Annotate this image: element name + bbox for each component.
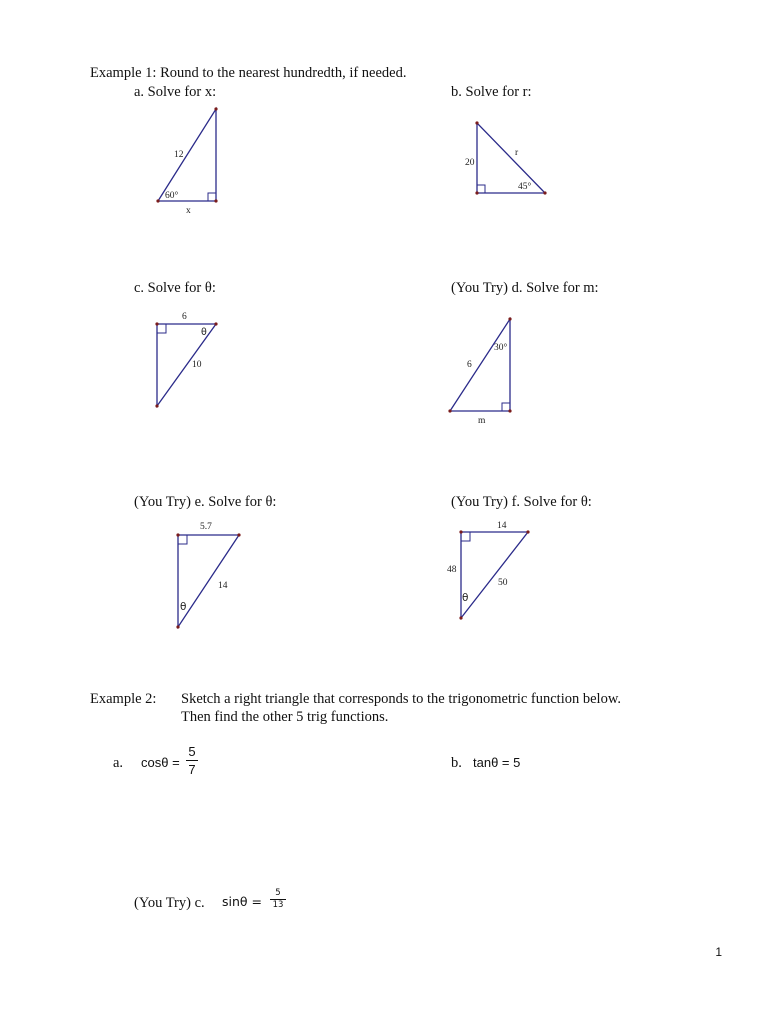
- problem-2b-label: b.: [451, 755, 462, 771]
- triangle-d: [440, 312, 530, 432]
- label-a-angle: 60°: [165, 191, 179, 201]
- triangle-e: [166, 516, 256, 636]
- problem-a-title: a. Solve for x:: [134, 84, 217, 100]
- triangle-a: [148, 100, 238, 220]
- label-b-hyp: r: [515, 148, 519, 158]
- label-d-angle: 30°: [494, 343, 508, 353]
- label-f-hyp: 50: [498, 578, 508, 588]
- label-e-angle: θ: [180, 601, 187, 613]
- label-e-top: 5.7: [200, 522, 212, 532]
- label-b-leg: 20: [465, 158, 475, 168]
- triangle-b: [458, 115, 558, 205]
- label-f-angle: θ: [462, 592, 469, 604]
- page-number: 1: [715, 945, 722, 959]
- fraction-2c-numerator: 5: [275, 888, 281, 898]
- label-c-hyp: 10: [192, 360, 202, 370]
- problem-2c-function: sinθ =: [222, 894, 263, 909]
- label-c-top: 6: [182, 312, 187, 322]
- problem-2a-function: cosθ =: [141, 755, 180, 770]
- fraction-2a-denominator: 7: [188, 762, 196, 777]
- problem-2c-label: (You Try) c.: [134, 895, 205, 911]
- triangle-c: [146, 308, 236, 418]
- triangle-f: [440, 516, 550, 626]
- label-d-base: m: [478, 416, 486, 426]
- label-f-leg: 48: [447, 565, 457, 575]
- problem-2a-label: a.: [113, 755, 124, 771]
- label-e-hyp: 14: [218, 581, 228, 591]
- label-f-top: 14: [497, 521, 507, 531]
- example2-instruction-1: Sketch a right triangle that corresponds to the trigonometric function below.: [181, 691, 621, 707]
- problem-2b-expression: tanθ = 5: [473, 755, 521, 770]
- problem-b-title: b. Solve for r:: [451, 84, 532, 100]
- label-c-angle: θ: [201, 327, 207, 338]
- label-d-hyp: 6: [467, 360, 472, 370]
- example2-label: Example 2:: [90, 691, 157, 707]
- fraction-2c-denominator: 13: [272, 899, 284, 910]
- problem-d-title: (You Try) d. Solve for m:: [451, 280, 599, 296]
- fraction-2c: [270, 889, 286, 909]
- problem-c-title: c. Solve for θ:: [134, 280, 216, 296]
- problem-f-title: (You Try) f. Solve for θ:: [451, 494, 592, 510]
- label-a-hyp: 12: [174, 150, 184, 160]
- fraction-2a-numerator: 5: [188, 744, 196, 759]
- example1-heading: Example 1: Round to the nearest hundredth, if needed.: [90, 65, 407, 81]
- label-b-angle: 45°: [518, 182, 532, 192]
- label-a-base: x: [186, 206, 191, 216]
- problem-e-title: (You Try) e. Solve for θ:: [134, 494, 277, 510]
- example2-instruction-2: Then find the other 5 trig functions.: [181, 709, 389, 725]
- fraction-2a: [186, 745, 198, 776]
